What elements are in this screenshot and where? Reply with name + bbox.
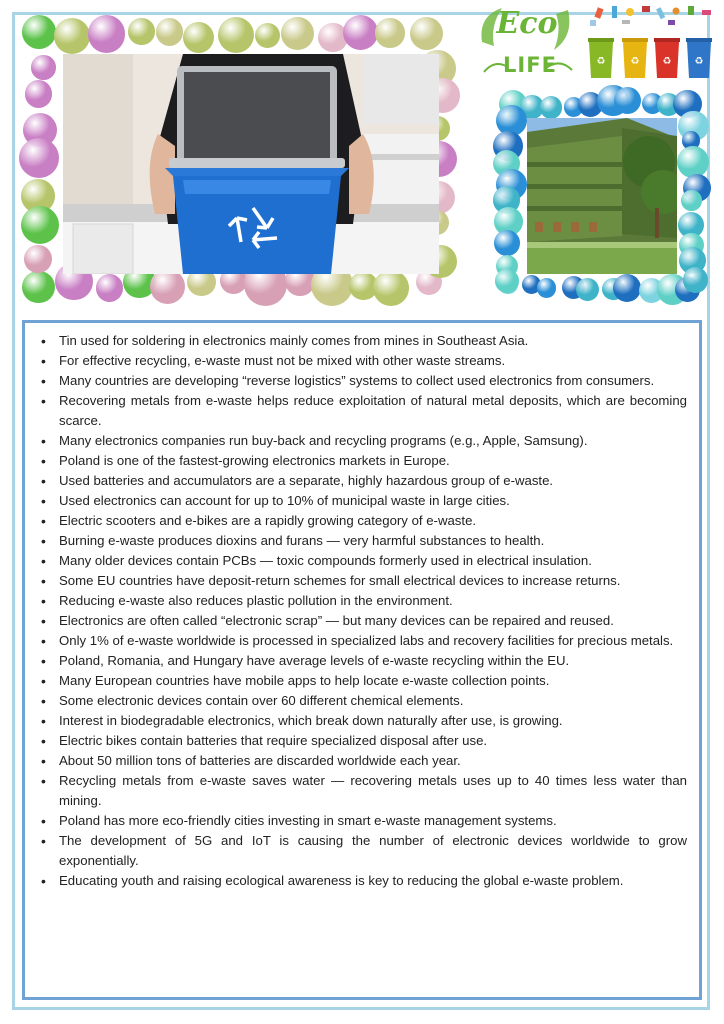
recycling-photo-frame (16, 8, 466, 310)
fact-item: • For effective recycling, e-waste must not be mixed with other waste streams. (59, 351, 687, 371)
decorative-bubble (22, 271, 55, 304)
fact-item: • Some electronic devices contain over 60 different chemical elements. (59, 691, 687, 711)
green-building-photo-frame (484, 78, 720, 314)
logo-life-text: LIFE (503, 53, 557, 77)
decorative-bubble (156, 18, 183, 45)
fact-item: • The development of 5G and IoT is causing the number of electronic devices worldwide to grow exponentially. (59, 831, 687, 871)
decorative-bubble (343, 15, 378, 50)
decorative-bubble (183, 22, 214, 53)
svg-text:♻: ♻ (630, 56, 640, 67)
decorative-bubble (255, 23, 280, 48)
decorative-bubble (494, 230, 520, 256)
decorative-bubble (410, 17, 443, 50)
eco-life-logo (476, 2, 576, 88)
recycling-photo (63, 54, 439, 274)
decorative-bubble (24, 245, 52, 273)
fact-item: • Poland, Romania, and Hungary have average levels of e-waste recycling within the EU. (59, 651, 687, 671)
decorative-bubble (375, 18, 404, 47)
logo-eco-text: Eco (496, 6, 558, 41)
decorative-bubble (88, 15, 125, 52)
fact-item: • Many electronics companies run buy-back and recycling programs (e.g., Apple, Samsung). (59, 431, 687, 451)
decorative-bubble (25, 80, 52, 107)
fact-item: • Many older devices contain PCBs — toxic compounds formerly used in electrical insulation. (59, 551, 687, 571)
fact-item: • Some EU countries have deposit-return schemes for small electrical devices to increase returns. (59, 571, 687, 591)
recycling-bins-illustration (582, 4, 718, 80)
facts-list (33, 331, 687, 891)
fact-item: • Reducing e-waste also reduces plastic pollution in the environment. (59, 591, 687, 611)
fact-item: • Electric scooters and e-bikes are a rapidly growing category of e-waste. (59, 511, 687, 531)
fact-item: • Interest in biodegradable electronics, which break down naturally after use, is growing. (59, 711, 687, 731)
decorative-bubble (54, 18, 90, 54)
fact-item: • Educating youth and raising ecological awareness is key to reducing the global e-waste problem. (59, 871, 687, 891)
decorative-bubble (31, 55, 55, 79)
decorative-bubble (537, 278, 556, 297)
decorative-bubble (683, 267, 708, 292)
decorative-bubble (373, 270, 409, 306)
vertical-garden-illustration (527, 118, 677, 274)
fact-item: • Many countries are developing “reverse logistics” systems to collect used electronics from consumers. (59, 371, 687, 391)
svg-text:♻: ♻ (596, 56, 606, 67)
decorative-bubble (96, 274, 124, 302)
decorative-bubble (22, 15, 56, 49)
fact-item: • Burning e-waste produces dioxins and furans — very harmful substances to health. (59, 531, 687, 551)
facts-box (22, 320, 702, 1000)
fact-item: • Only 1% of e-waste worldwide is processed in specialized labs and recovery facilities for precious metals. (59, 631, 687, 651)
fact-item: • Poland is one of the fastest-growing electronics markets in Europe. (59, 451, 687, 471)
decorative-bubble (19, 138, 59, 178)
fact-item: • Recycling metals from e-waste saves water — recovering metals uses up to 40 times less water than mining. (59, 771, 687, 811)
fact-item: • Poland has more eco-friendly cities investing in smart e-waste management systems. (59, 811, 687, 831)
fact-item: • Recovering metals from e-waste helps reduce exploitation of natural metal deposits, which are becoming scarce. (59, 391, 687, 431)
svg-text:♻: ♻ (662, 56, 672, 67)
decorative-bubble (128, 18, 154, 44)
svg-text:♻: ♻ (694, 56, 704, 67)
fact-item: • Used batteries and accumulators are a separate, highly hazardous group of e-waste. (59, 471, 687, 491)
fact-item: • Electric bikes contain batteries that require specialized disposal after use. (59, 731, 687, 751)
fact-item: • Tin used for soldering in electronics mainly comes from mines in Southeast Asia. (59, 331, 687, 351)
decorative-bubble (495, 269, 519, 293)
trash-bins-icon (582, 4, 718, 80)
fact-item: • Many European countries have mobile apps to help locate e-waste collection points. (59, 671, 687, 691)
decorative-bubble (21, 206, 59, 244)
fact-item: • About 50 million tons of batteries are discarded worldwide each year. (59, 751, 687, 771)
decorative-bubble (218, 17, 254, 53)
laptop-recycling-illustration (63, 54, 439, 274)
decorative-bubble (576, 278, 600, 302)
green-building-photo (527, 118, 677, 274)
decorative-bubble (613, 274, 641, 302)
decorative-bubble (681, 190, 702, 211)
decorative-bubble (614, 87, 641, 114)
fact-item: • Electronics are often called “electronic scrap” — but many devices can be repaired and reused. (59, 611, 687, 631)
fact-item: • Used electronics can account for up to 10% of municipal waste in large cities. (59, 491, 687, 511)
decorative-bubble (540, 96, 563, 119)
decorative-bubble (281, 17, 314, 50)
